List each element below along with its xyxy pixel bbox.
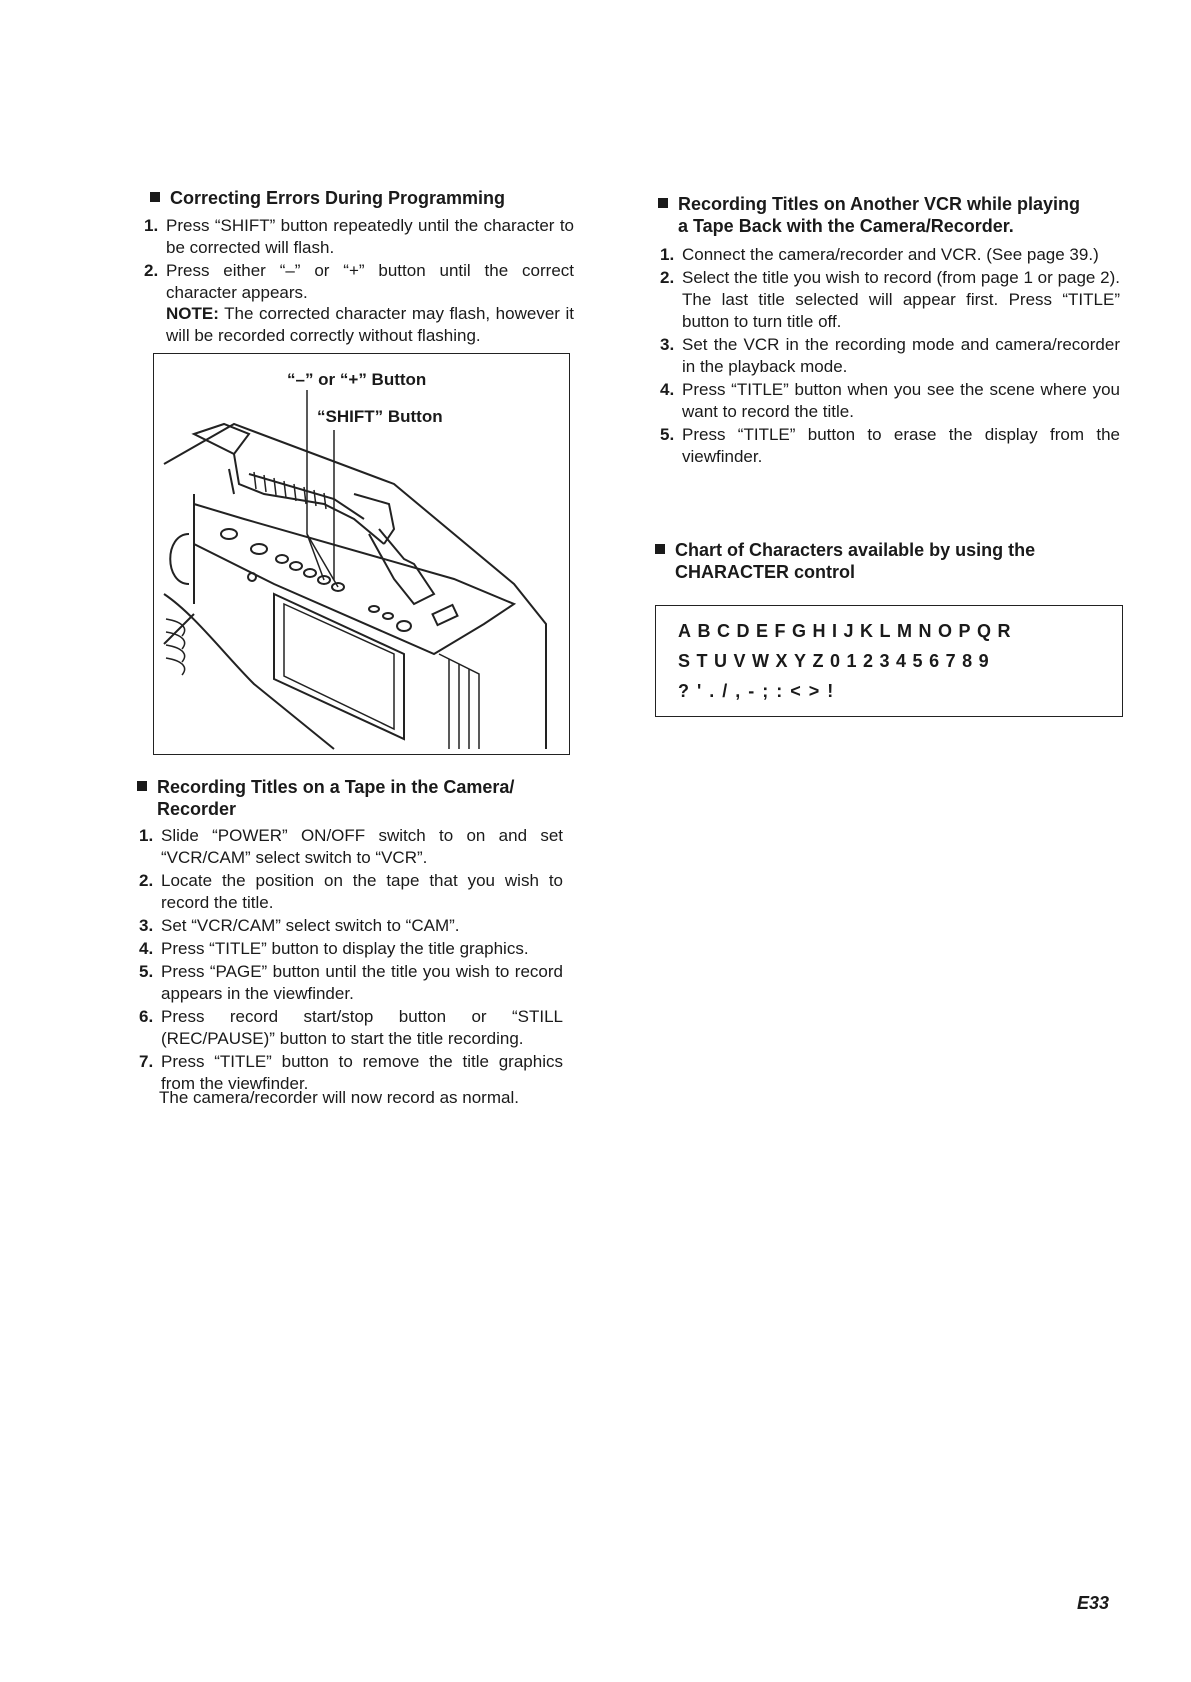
label-shift-button: “SHIFT” Button	[317, 407, 443, 426]
heading-recording-camera: Recording Titles on a Tape in the Camera/ Recorder	[137, 776, 577, 820]
list-item: 2. Locate the position on the tape that you wish to record the title.	[139, 871, 563, 912]
list-item: 4. Press “TITLE” button to display the title graphics.	[139, 939, 529, 958]
chart-row-letters: ABCDEFGHIJKLMNOPQR	[678, 621, 1018, 641]
heading-correcting-errors: Correcting Errors During Programming	[150, 187, 505, 209]
camera-illustration	[153, 353, 570, 755]
chart-row-letters-digits: STUVWXYZ0123456789	[678, 651, 996, 671]
page-number: E33	[1077, 1593, 1110, 1613]
character-chart	[655, 605, 1123, 717]
heading-chart-of-characters: Chart of Characters available by using the CHARACTER control	[655, 539, 1125, 583]
list-item: 6. Press record start/stop button or “STILL (REC/PAUSE)” button to start the title recording.	[139, 1007, 563, 1048]
list-item: 1. Press “SHIFT” button repeatedly until the character to be corrected will flash.	[144, 216, 574, 257]
trailing-text: The camera/recorder will now record as normal.	[159, 1088, 519, 1107]
list-item: 1. Connect the camera/recorder and VCR. (See page 39.)	[660, 245, 1099, 264]
list-item: 3. Set the VCR in the recording mode and camera/recorder in the playback mode.	[660, 335, 1120, 376]
list-item: 5. Press “TITLE” button to erase the display from the viewfinder.	[660, 425, 1120, 466]
square-bullet-icon	[658, 198, 668, 208]
correcting-steps	[144, 215, 574, 305]
square-bullet-icon	[655, 544, 665, 554]
list-item: 5. Press “PAGE” button until the title you wish to record appears in the viewfinder.	[139, 962, 563, 1003]
label-minus-plus-button: “–” or “+” Button	[287, 370, 427, 389]
list-item: 1. Slide “POWER” ON/OFF switch to on and set “VCR/CAM” select switch to “VCR”.	[139, 826, 563, 867]
recording-camera-steps	[139, 825, 563, 1096]
chart-row-symbols: ?'./,-;:<>!	[678, 681, 842, 701]
note-paragraph: NOTE: The corrected character may flash, however it will be recorded correctly without flashing.	[166, 304, 574, 345]
list-item: 7. Press “TITLE” button to remove the title graphics from the viewfinder.	[139, 1052, 563, 1093]
square-bullet-icon	[150, 192, 160, 202]
list-item: 2. Select the title you wish to record (from page 1 or page 2). The last title selected will appear first. Press “TITLE” button to turn title off.	[660, 268, 1120, 331]
list-item: 2. Press either “–” or “+” button until the correct character appears.	[144, 261, 574, 302]
list-item: 3. Set “VCR/CAM” select switch to “CAM”.	[139, 916, 460, 935]
square-bullet-icon	[137, 781, 147, 791]
recording-vcr-steps	[660, 244, 1120, 469]
list-item: 4. Press “TITLE” button when you see the scene where you want to record the title.	[660, 380, 1120, 421]
heading-recording-vcr: Recording Titles on Another VCR while playing a Tape Back with the Camera/Recorder.	[658, 193, 1128, 237]
